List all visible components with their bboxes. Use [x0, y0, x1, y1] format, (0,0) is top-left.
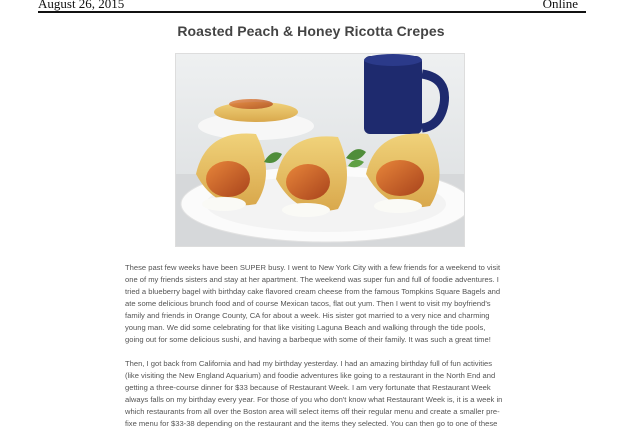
article-title: Roasted Peach & Honey Ricotta Crepes	[177, 23, 445, 39]
article-paragraph-1: These past few weeks have been SUPER busy. I went to New York City with a few friends for a weekend to visit one of my friends sisters and stay at her apartment. The weekend was super fun and full of foodie adventures. I tried a blueberry bagel with birthday cake flavored cream cheese from the famous Tompkins Square Bagels and ate some delicious brunch food and of course Mexican tacos, flat out yum. Then I went to visit my boyfriend's family and friends in Orange County, CA for about a week. His sister got married to a very nice and charming young man. We did some celebrating for that like visiting Laguna Beach and walking through the tide pools, going out for some delicious sushi, and having a barbeque with some of their family. It was such a great time!	[125, 263, 501, 344]
article-paragraph-2: Then, I got back from California and had my birthday yesterday. I had an amazing birthday full of fun activities (like visiting the New England Aquarium) and foodie adventures like going to a restaurant in the North End and getting a three-course dinner for $33 because of Restaurant Week. I am very fortunate that Restaurant Week always falls on my birthday every year. For those of you who don't know what Restaurant Week is, it is a week in which restaurants from all over the Boston area will select items off their regular menu and create a smaller pre-fixe menu for $33-38 depending on the restaurant and the items they selected. You can then go to one of these	[125, 359, 503, 428]
crepes-photo-icon	[176, 54, 465, 247]
masthead-rule	[38, 11, 586, 13]
issue-date: August 26, 2015	[38, 0, 125, 11]
edition-label: Online	[542, 0, 578, 11]
crepes-photo	[175, 53, 465, 247]
